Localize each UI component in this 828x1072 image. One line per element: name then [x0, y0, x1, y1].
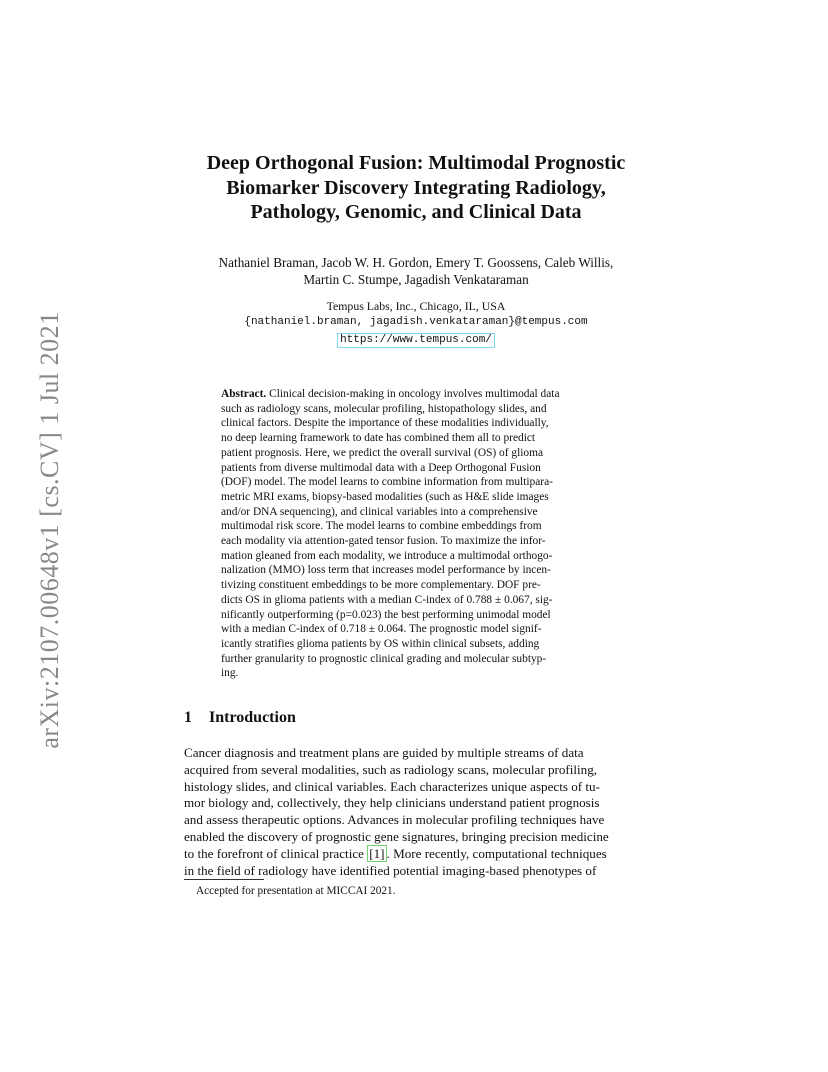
body-line: enabled the discovery of prognostic gene signatures, bringing precision medicine [184, 828, 609, 844]
body-line: in the field of radiology have identified potential imaging-based phenotypes of [184, 862, 597, 878]
abstract-line: ing. [221, 667, 239, 680]
abstract-line: tivizing constituent embeddings to be more complementary. DOF pre- [221, 579, 541, 592]
title-line: Pathology, Genomic, and Clinical Data [250, 201, 582, 223]
abstract-line: and/or DNA sequencing), and clinical variables into a comprehensive [221, 505, 538, 518]
footnote: Accepted for presentation at MICCAI 2021. [196, 885, 396, 897]
abstract-line: dicts OS in glioma patients with a median C-index of 0.788 ± 0.067, sig- [221, 593, 553, 606]
affiliation-block [150, 298, 682, 348]
section-number: 1 [184, 709, 192, 726]
title-line: Deep Orthogonal Fusion: Multimodal Prognostic [206, 152, 626, 174]
body-line: Cancer diagnosis and treatment plans are guided by multiple streams of data [184, 745, 584, 760]
affiliation-org: Tempus Labs, Inc., Chicago, IL, USA [326, 299, 506, 313]
paper-title [150, 151, 682, 225]
citation-link[interactable]: [1] [369, 845, 385, 861]
abstract-line: such as radiology scans, molecular profiling, histopathology slides, and [221, 402, 547, 415]
abstract-line [221, 387, 613, 402]
abstract-line: icantly stratifies glioma patients by OS within clinical subsets, adding [221, 637, 540, 650]
author-list [150, 254, 682, 288]
abstract-line: no deep learning framework to date has combined them all to predict [221, 432, 536, 445]
abstract-first-line: Clinical decision-making in oncology involves multimodal data [269, 388, 560, 400]
body-line: mor biology and, collectively, they help clinicians understand patient prognosis [184, 795, 600, 811]
abstract-line: nificantly outperforming (p=0.023) the best performing unimodal model [221, 608, 551, 621]
abstract-line: (DOF) model. The model learns to combine information from multipara- [221, 476, 553, 489]
abstract-line: with a median C-index of 0.718 ± 0.064. The prognostic model signif- [221, 623, 542, 636]
abstract-label: Abstract. [221, 388, 267, 400]
abstract-line: metric MRI exams, biopsy-based modalities (such as H&E slide images [221, 490, 549, 503]
author-line: Martin C. Stumpe, Jagadish Venkataraman [303, 272, 529, 287]
affiliation-emails[interactable]: {nathaniel.braman, jagadish.venkataraman}@tempus.com [244, 316, 588, 328]
body-line: histology slides, and clinical variables. Each characterizes unique aspects of tu- [184, 778, 600, 794]
body-line [184, 846, 652, 863]
abstract-line: nalization (MMO) loss term that increases model performance by incen- [221, 564, 551, 577]
abstract [221, 387, 613, 681]
abstract-line: clinical factors. Despite the importance of these modalities individually, [221, 417, 549, 430]
arxiv-stamp: arXiv:2107.00648v1 [cs.CV] 1 Jul 2021 [35, 311, 64, 749]
section-heading-introduction [184, 709, 296, 727]
body-line: acquired from several modalities, such as radiology scans, molecular profiling, [184, 761, 598, 777]
abstract-line: each modality via attention-gated tensor fusion. To maximize the infor- [221, 535, 546, 548]
abstract-line: multimodal risk score. The model learns to combine embeddings from [221, 520, 542, 533]
introduction-body [184, 745, 652, 879]
abstract-line: patient prognosis. Here, we predict the overall survival (OS) of glioma [221, 446, 544, 459]
author-line: Nathaniel Braman, Jacob W. H. Gordon, Emery T. Goossens, Caleb Willis, [218, 255, 614, 270]
footnote-rule [184, 879, 264, 880]
section-title: Introduction [209, 709, 296, 726]
body-text: to the forefront of clinical practice [184, 845, 368, 861]
body-line: and assess therapeutic options. Advances in molecular profiling techniques have [184, 812, 605, 828]
body-text: . More recently, computational techniques [386, 845, 607, 861]
abstract-line: mation gleaned from each modality, we introduce a multimodal orthogo- [221, 549, 553, 562]
affiliation-url-link[interactable]: https://www.tempus.com/ [337, 333, 495, 348]
title-line: Biomarker Discovery Integrating Radiology, [226, 176, 606, 199]
abstract-line: further granularity to prognostic clinical grading and molecular subtyp- [221, 652, 547, 665]
abstract-line: patients from diverse multimodal data with a Deep Orthogonal Fusion [221, 461, 541, 474]
